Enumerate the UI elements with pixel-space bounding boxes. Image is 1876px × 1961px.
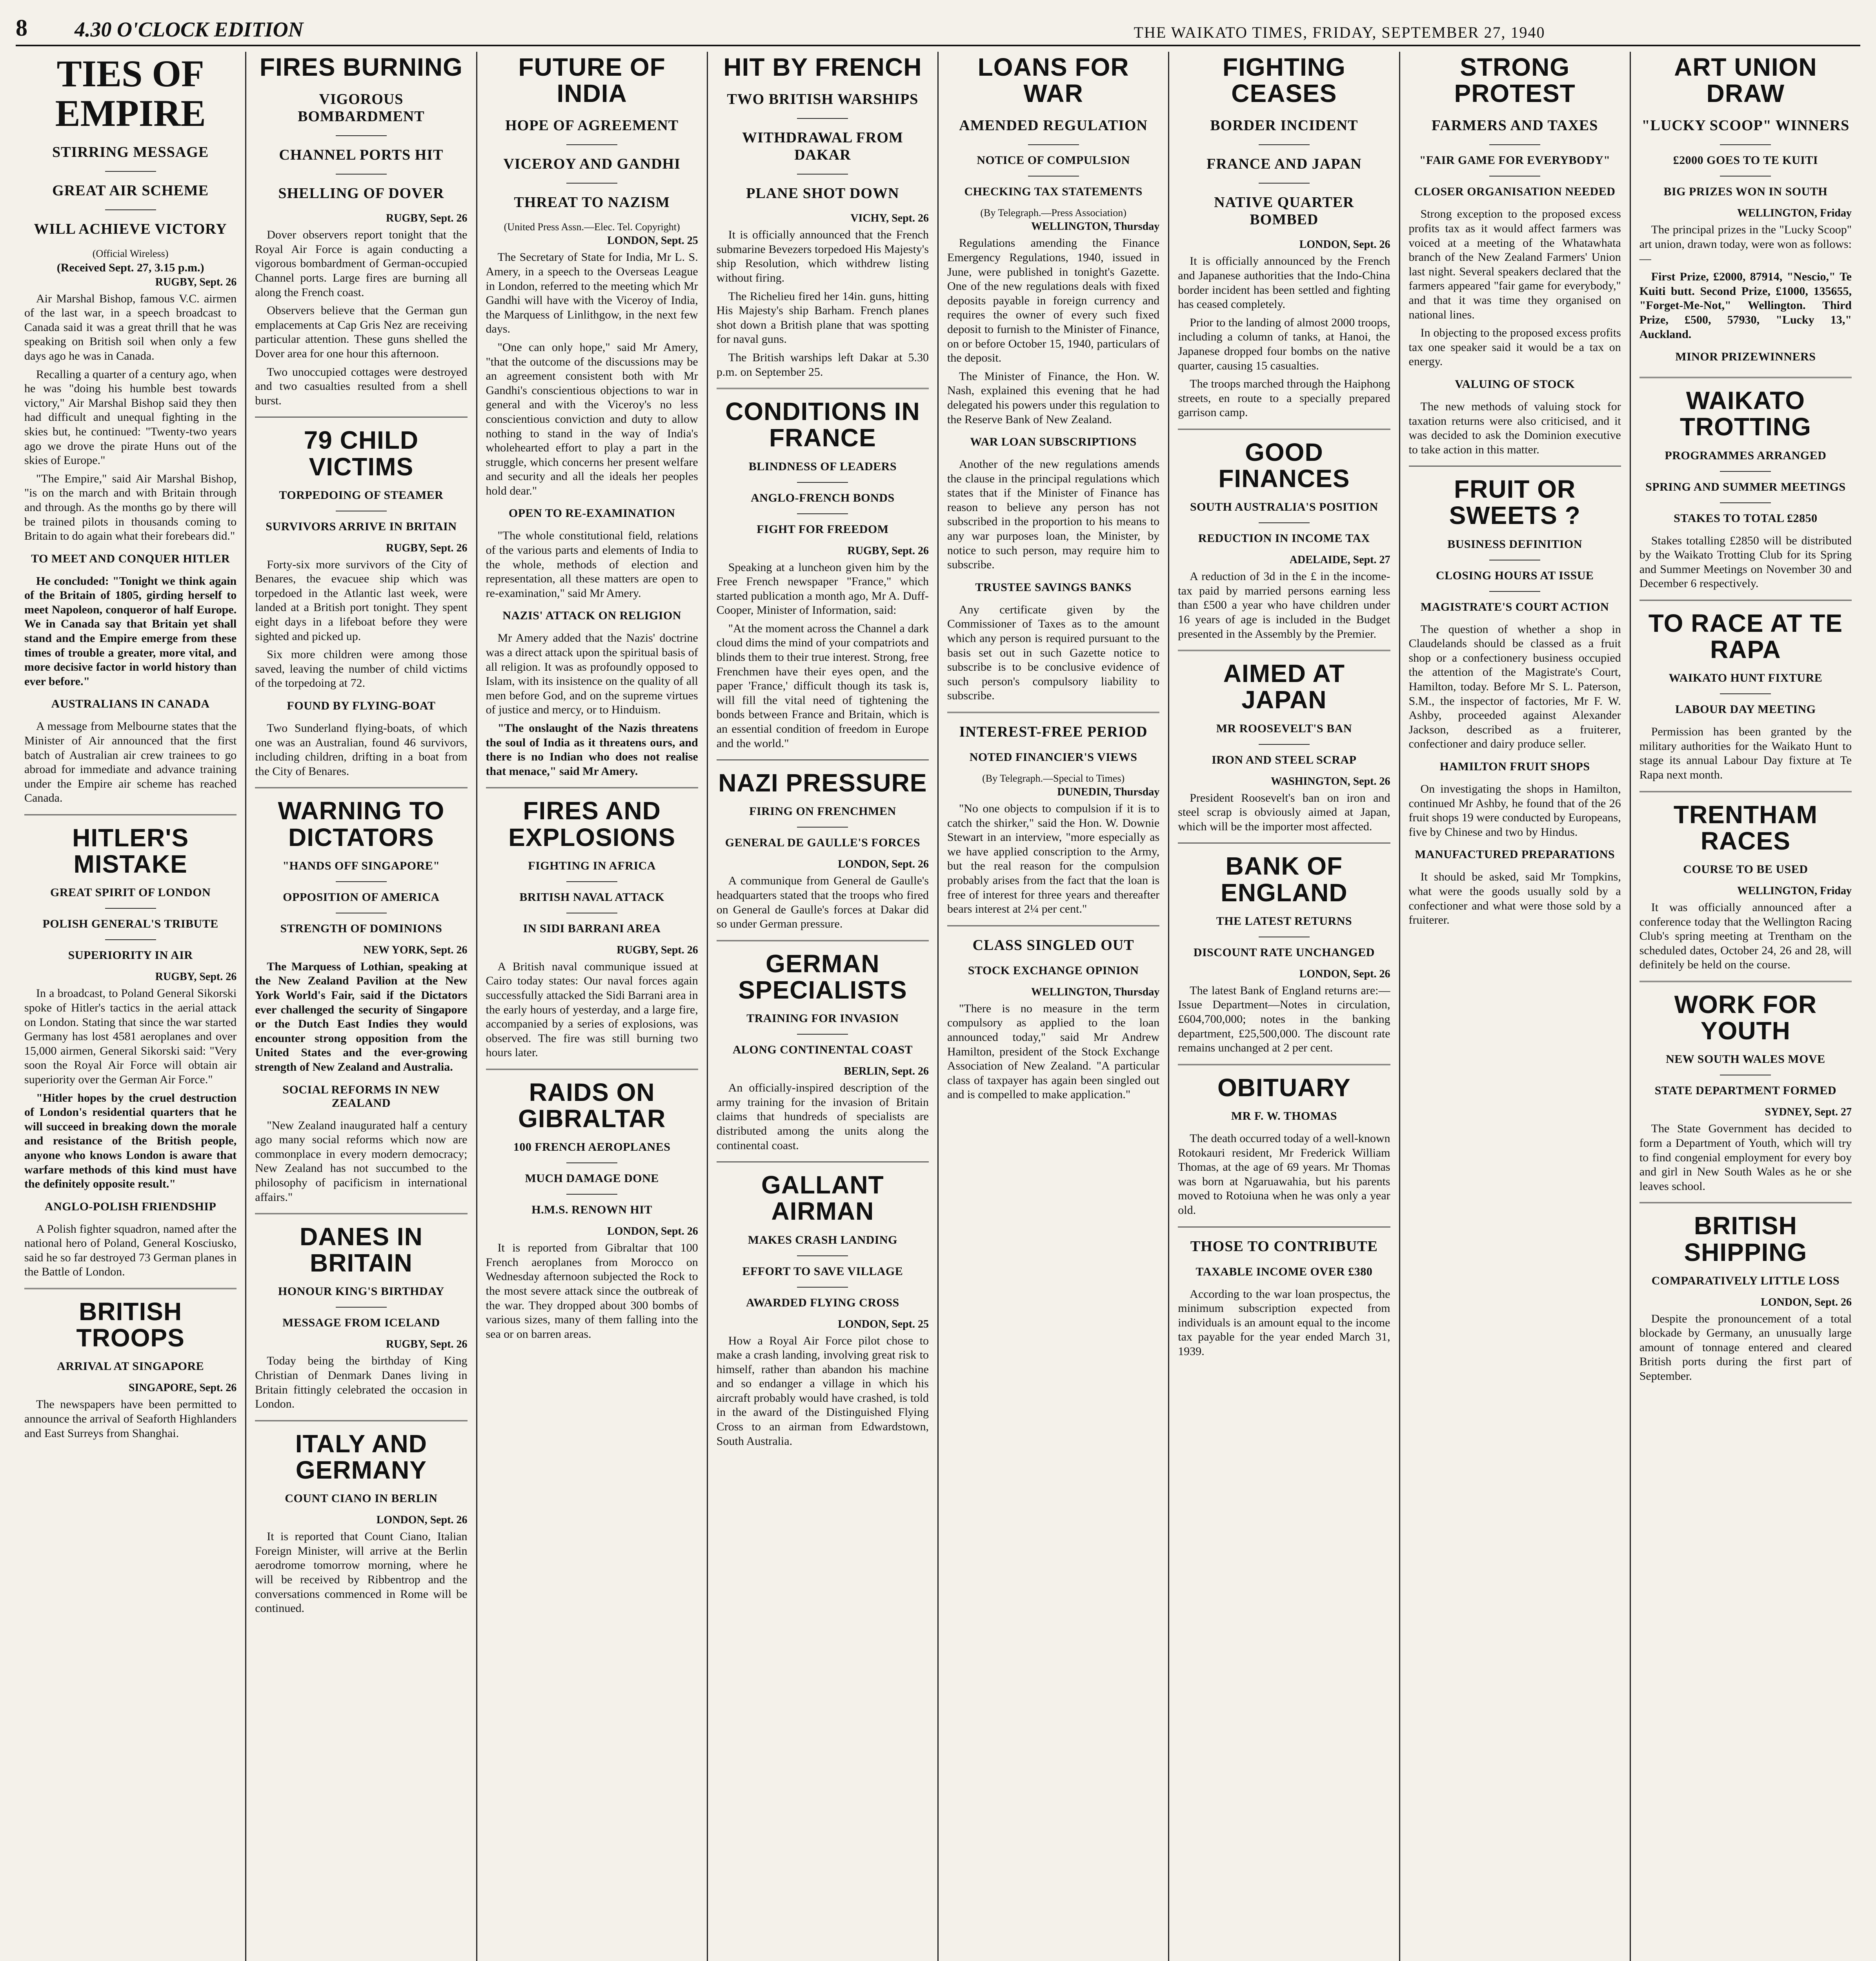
paragraph: It was officially announced after a conference today that the Wellington Racing Club's spring meeting at Trentham on the scheduled dates, October 24, 26 and 28, will definitely be held on the course. [1639, 901, 1852, 971]
deck: SOUTH AUSTRALIA'S POSITION [1190, 500, 1378, 514]
deck: AMENDED REGULATION [959, 117, 1148, 134]
deck: WITHDRAWAL FROM DAKAR [742, 129, 903, 164]
deck: COUNT CIANO IN BERLIN [285, 1492, 438, 1505]
column-6 [1169, 52, 1400, 1961]
deck: GREAT AIR SCHEME [52, 182, 209, 199]
paragraph: "There is no measure in the term compulsory as applied to the loan announced today," said Mr Andrew Hamilton, president of the Stock Exchange Association of New Zealand. "A particular class of taxpayer has again been singled out and is compelled to make application." [947, 1002, 1160, 1101]
deck: MAGISTRATE'S COURT ACTION [1420, 600, 1609, 613]
deck: TAXABLE INCOME OVER £380 [1195, 1265, 1373, 1278]
deck: TORPEDOING OF STEAMER [279, 488, 444, 502]
paragraph: It is reported that Count Ciano, Italian Foreign Minister, will arrive at the Berlin aerodrome tomorrow morning, where he will be received by Ribbentrop and the conversations commenced in Rome will be continued. [255, 1530, 468, 1615]
deck: BIG PRIZES WON IN SOUTH [1663, 185, 1828, 198]
paragraph: A communique from General de Gaulle's headquarters stated that the troops who fired on General de Gaulle's forces at Dakar did so under German pressure. [716, 874, 929, 931]
deck: "LUCKY SCOOP" WINNERS [1641, 117, 1850, 134]
article-fires-burning [255, 54, 467, 418]
subheading: TRUSTEE SAVINGS BANKS [975, 580, 1132, 594]
dateline-place: NEW YORK, Sept. 26 [363, 944, 468, 956]
paragraph: The Secretary of State for India, Mr L. S. Amery, in a speech to the Overseas League in London, referred to the meeting which Mr Gandhi will have with the Viceroy of India, the Marquess of Linlithgow, in the next few days. [486, 251, 698, 336]
article-warning-to-dictators [255, 798, 467, 1214]
deck: MAKES CRASH LANDING [748, 1233, 897, 1246]
deck: PLANE SHOT DOWN [746, 185, 899, 202]
headline: BRITISH SHIPPING [1684, 1212, 1807, 1266]
headline: HITLER'S MISTAKE [72, 824, 189, 879]
page-number: 8 [16, 15, 27, 41]
paragraph: A Polish fighter squadron, named after the national hero of Poland, General Kosciusko, said he so far destroyed 73 German planes in the Battle of London. [24, 1222, 237, 1279]
headline: NAZI PRESSURE [718, 769, 927, 797]
deck: FARMERS AND TAXES [1431, 117, 1598, 134]
paragraph: A message from Melbourne states that the Minister of Air announced that the first batch of Australian air crew trainees to go abroad for immediate and advance training under the Empire air scheme has reached Canada. [24, 720, 237, 805]
deck: MUCH DAMAGE DONE [525, 1172, 659, 1185]
dateline-place: RUGBY, Sept. 26 [617, 944, 698, 956]
dateline-place: WELLINGTON, Thursday [1031, 220, 1160, 233]
headline: FRUIT OR SWEETS ? [1449, 475, 1581, 530]
paragraph: The principal prizes in the "Lucky Scoop" art union, drawn today, were won as follows:— [1639, 223, 1852, 265]
deck: MESSAGE FROM ICELAND [282, 1316, 440, 1330]
headline: AIMED AT JAPAN [1223, 659, 1345, 714]
dateline-place: RUGBY, Sept. 26 [847, 544, 929, 557]
deck: STAKES TO TOTAL £2850 [1674, 511, 1818, 525]
deck: SURVIVORS ARRIVE IN BRITAIN [266, 520, 457, 533]
deck: BORDER INCIDENT [1210, 117, 1358, 134]
dateline-place: RUGBY, Sept. 26 [386, 542, 468, 554]
deck: HOPE OF AGREEMENT [505, 117, 679, 134]
paragraph: On investigating the shops in Hamilton, continued Mr Ashby, he found that of the 26 fruit shops 19 were conducted by Europeans, five by Chinese and two by Hindus. [1408, 782, 1621, 839]
subheading: AUSTRALIANS IN CANADA [51, 697, 210, 711]
paragraph: Mr Amery added that the Nazis' doctrine was a direct attack upon the spiritual basis of all religion. It was as profoundly opposed to Islam, with its insistence on the quality of all men before God, and on the supreme virtues of justice and mercy, or to Hinduism. [486, 631, 698, 717]
subheading: FOUND BY FLYING-BOAT [287, 699, 436, 713]
article-strong-protest [1409, 54, 1621, 467]
paragraph: The British warships left Dakar at 5.30 p.m. on September 25. [716, 351, 929, 378]
paragraph: "New Zealand inaugurated half a century ago many social reforms which now are commonplace in every modern democracy; New Zealand has not succumbed to the philosophy of pacificism in international affairs." [255, 1119, 468, 1204]
deck: WAIKATO HUNT FIXTURE [1669, 671, 1823, 685]
deck: SHELLING OF DOVER [278, 185, 444, 202]
paragraph: A British naval communique issued at Cairo today states: Our naval forces again successfully attacked the Sidi Barrani area in the early hours of yesterday, and a large fire, accompanied by a series of explosions, was observed. The fire was still burning two hours later. [486, 960, 698, 1059]
article-gallant-airman [717, 1172, 929, 1457]
deck: "FAIR GAME FOR EVERYBODY" [1419, 154, 1610, 167]
deck: IN SIDI BARRANI AREA [523, 922, 661, 935]
article-bank-of-england [1178, 853, 1390, 1065]
subheading: HAMILTON FRUIT SHOPS [1439, 760, 1590, 773]
dateline-place: LONDON, Sept. 26 [838, 858, 929, 871]
paragraph: Stakes totalling £2850 will be distributed by the Waikato Trotting Club for its Spring and Summer Meetings on November 30 and December 6 respectively. [1639, 534, 1852, 590]
dateline-place: WELLINGTON, Friday [1737, 885, 1852, 897]
article-waikato-trotting [1639, 387, 1852, 601]
headline: BRITISH TROOPS [76, 1297, 185, 1352]
deck: VICEROY AND GANDHI [503, 156, 681, 173]
deck: AWARDED FLYING CROSS [746, 1296, 899, 1309]
article-ties-of-empire [24, 54, 237, 815]
subheading: OPEN TO RE-EXAMINATION [508, 507, 675, 520]
article-class-singled-out [947, 937, 1159, 1111]
paragraph: "At the moment across the Channel a dark cloud dims the mind of your compatriots and blinds them to their true interest. Strong, free Frenchmen have their eyes open, and the paper 'France,' difficult though its task is, will fill the vital need of tightening the bonds between France and Britain, which is an essential condition of freedom in Europe and the world." [716, 622, 929, 750]
headline: WORK FOR YOUTH [1674, 990, 1817, 1045]
deck: STOCK EXCHANGE OPINION [968, 964, 1139, 977]
article-fires-and-explosions [486, 798, 698, 1070]
dateline-place: LONDON, Sept. 26 [1761, 1296, 1852, 1308]
paragraph: According to the war loan prospectus, the minimum subscription expected from individuals is an amount equal to the income tax payable for the year ended March 31, 1939. [1178, 1287, 1390, 1358]
headline: FIRES AND EXPLOSIONS [508, 797, 676, 851]
paragraph: Today being the birthday of King Christian of Denmark Danes living in Britain fittingly celebrated the occasion in London. [255, 1354, 468, 1411]
column-7 [1400, 52, 1631, 1961]
paragraph: It is officially announced by the French and Japanese authorities that the Indo-China border incident has been settled and fighting has ceased completely. [1178, 255, 1390, 311]
deck: COMPARATIVELY LITTLE LOSS [1651, 1274, 1840, 1287]
headline: ART UNION DRAW [1674, 53, 1817, 108]
headline: RAIDS ON GIBRALTAR [518, 1078, 666, 1133]
paragraph: It is reported from Gibraltar that 100 French aeroplanes from Morocco on Wednesday afternoon subjected the Rock to the most severe attack since the outbreak of the war. They dropped about 300 bombs of various sizes, many of them falling into the sea or on barren areas. [486, 1241, 698, 1341]
dateline-place: WELLINGTON, Friday [1737, 207, 1852, 220]
paragraph: The troops marched through the Haiphong streets, en route to a specially prepared garrison camp. [1178, 377, 1390, 419]
edition-label: 4.30 O'CLOCK EDITION [75, 18, 304, 41]
paragraph: Despite the pronouncement of a total blockade by Germany, an unusually large amount of tonnage entered and cleared British ports during the first part of September. [1639, 1312, 1852, 1383]
deck: FIGHTING IN AFRICA [528, 859, 656, 872]
deck: STIRRING MESSAGE [52, 144, 209, 160]
paragraph: Permission has been granted by the military authorities for the Waikato Hunt to stage its annual Labour Day fixture at Te Rapa next month. [1639, 725, 1852, 782]
deck: NOTED FINANCIER'S VIEWS [969, 751, 1137, 764]
deck: NATIVE QUARTER BOMBED [1214, 194, 1354, 228]
paragraph: Two unoccupied cottages were destroyed and two casualties resulted from a shell burst. [255, 365, 468, 407]
deck: ARRIVAL AT SINGAPORE [57, 1360, 204, 1373]
deck: TWO BRITISH WARSHIPS [727, 91, 919, 108]
paragraph: Regulations amending the Finance Emergency Regulations, 1940, issued in June, were published in tonight's Gazette. One of the new regulations deals with fixed deposits payable in foreign currency and requires the owner of every such fixed deposit to furnish to the Minister of Finance, on or before October 15, 1940, particulars of the deposit. [947, 236, 1160, 365]
headline: FUTURE OF INDIA [518, 53, 666, 108]
headline: FIGHTING CEASES [1223, 53, 1346, 108]
headline: THOSE TO CONTRIBUTE [1190, 1238, 1378, 1255]
deck: OPPOSITION OF AMERICA [283, 890, 440, 904]
deck: FIGHT FOR FREEDOM [757, 522, 889, 536]
deck: COURSE TO BE USED [1683, 863, 1808, 876]
column-3 [477, 52, 708, 1961]
deck: ANGLO-FRENCH BONDS [751, 491, 895, 504]
headline: CONDITIONS IN FRANCE [725, 397, 920, 452]
article-hit-by-french [717, 54, 929, 389]
deck: 100 FRENCH AEROPLANES [513, 1141, 671, 1154]
paragraph: In a broadcast, to Poland General Sikorski spoke of Hitler's tactics in the aerial attack on London. Stating that since the war started Germany has lost 4581 aeroplanes and over 15,000 airmen, General Sikorski said: "Very soon the Royal Air Force will obtain air superiority over the German Air Force." [24, 987, 237, 1086]
paragraph: The Richelieu fired her 14in. guns, hitting His Majesty's ship Barham. French planes shot down a British plane that was spotting for naval guns. [716, 289, 929, 346]
headline: STRONG PROTEST [1454, 53, 1576, 108]
paragraph: Any certificate given by the Commissioner of Taxes as to the amount which any person is required pursuant to the basis set out in such Gazette notice to subscribe is to be conclusive evidence of such person's compulsory liability to subscribe. [947, 603, 1160, 702]
article-interest-free-period [947, 723, 1159, 926]
paragraph: "The whole constitutional field, relations of the various parts and elements of India to the whole, methods of election and representation, all these matters are open to re-examination," said Mr Amery. [486, 529, 698, 600]
wire-credit: (By Telegraph.—Press Association) [980, 207, 1126, 219]
column-2 [246, 52, 477, 1961]
article-obituary [1178, 1075, 1390, 1228]
deck: FIRING ON FRENCHMEN [749, 805, 896, 818]
article-those-to-contribute [1178, 1238, 1390, 1368]
dateline-place: RUGBY, Sept. 26 [155, 276, 237, 288]
headline: LOANS FOR WAR [977, 53, 1129, 108]
article-german-specialists [717, 951, 929, 1162]
paragraph: It is officially announced that the French submarine Bevezers torpedoed His Majesty's ship Resolution, which withdrew listing without firing. [716, 228, 929, 284]
article-fruit-or-sweets [1409, 476, 1621, 936]
column-8 [1631, 52, 1860, 1961]
paragraph: The Minister of Finance, the Hon. W. Nash, explained this evening that he had delegated his powers under this regulation to the Reserve Bank of New Zealand. [947, 369, 1160, 426]
paragraph: "No one objects to compulsion if it is to catch the shirker," said the Hon. W. Downie Stewart in an interview, "more especially as we have applied conscription to the Army, but the real reason for the compulsion probably arises from the fact that the loan is free of interest for three years and thereafter bears interest at 2¼ per cent." [947, 802, 1160, 916]
paragraph: "The Empire," said Air Marshal Bishop, "is on the march and with Britain through and through. As the months go by there will be trained pilots in thousands coming to Britain to do again what their forebears did." [24, 472, 237, 543]
dateline-place: LONDON, Sept. 25 [838, 1318, 929, 1330]
masthead [16, 14, 1860, 46]
paragraph: The latest Bank of England returns are:— Issue Department—Notes in circulation, £604,700,000; notes in the banking department, £25,500,000. The discount rate remains unchanged at 2 per cent. [1178, 984, 1390, 1055]
dateline-place: LONDON, Sept. 26 [607, 1225, 698, 1238]
wire-credit: (Official Wireless) [92, 247, 169, 259]
dateline-place: BERLIN, Sept. 26 [844, 1065, 929, 1078]
dateline-place: WASHINGTON, Sept. 26 [1271, 775, 1390, 788]
paragraph: Forty-six more survivors of the City of Benares, the evacuee ship which was torpedoed in the Atlantic last week, were landed at a British port tonight. They spent eight days in a lifeboat before they were sighted and picked up. [255, 558, 468, 643]
headline: TO RACE AT TE RAPA [1648, 609, 1843, 664]
paragraph: Air Marshal Bishop, famous V.C. airmen of the last war, in a speech broadcast to Canada said it was a great thrill that he was speaking on British soil when only a few days ago he was in Canada. [24, 292, 237, 362]
headline: FIRES BURNING [259, 53, 463, 81]
deck: £2000 GOES TO TE KUITI [1673, 154, 1818, 167]
paragraph: "The onslaught of the Nazis threatens the soul of India as it threatens ours, and there is no Indian who does not realise that menace," said Mr Amery. [486, 722, 698, 778]
paragraph: The State Government has decided to form a Department of Youth, which will try to find congenial employment for every boy and girl in New South Wales as he or she leaves school. [1639, 1122, 1852, 1193]
article-aimed-at-japan [1178, 660, 1390, 844]
columns [16, 52, 1860, 1961]
article-nazi-pressure [717, 770, 929, 941]
dateline-place: LONDON, Sept. 25 [607, 235, 698, 247]
wire-credit: (United Press Assn.—Elec. Tel. Copyright) [504, 221, 680, 233]
headline: GALLANT AIRMAN [761, 1171, 884, 1226]
deck: WILL ACHIEVE VICTORY [34, 220, 227, 237]
dateline-place: LONDON, Sept. 26 [1299, 238, 1390, 251]
subheading: NAZIS' ATTACK ON RELIGION [502, 609, 681, 622]
headline: INTEREST-FREE PERIOD [959, 724, 1148, 740]
paragraph: In objecting to the proposed excess profits tax one speaker said it would be a tax on energy. [1408, 326, 1621, 368]
headline: OBITUARY [1217, 1073, 1351, 1102]
deck: STATE DEPARTMENT FORMED [1654, 1084, 1836, 1097]
article-child-victims [255, 427, 467, 788]
deck: HONOUR KING'S BIRTHDAY [278, 1285, 444, 1298]
column-1 [16, 52, 246, 1961]
paragraph: It should be asked, said Mr Tompkins, what were the goods usually sold by a confectioner and what were those sold by a fruiterer. [1408, 870, 1621, 927]
article-work-for-youth [1639, 991, 1852, 1203]
paragraph: The question of whether a shop in Claudelands should be classed as a fruit shop or a confectionery business occupied the attention of the Magistrate's Court, Hamilton, today. Before Mr S. L. Paterson, S.M., the inspector of factories, Mr F. W. Ashby, proceeded against Alexander Jackson, described as a fruiterer, confectioner and dairy produce seller. [1408, 622, 1621, 751]
paragraph: The death occurred today of a well-known Rotokauri resident, Mr Frederick William Thomas, at the age of 69 years. Mr Thomas was born at Ngaruawahia, but his parents moved to Rotoiuna when he was only a year old. [1178, 1131, 1390, 1217]
deck: MR ROOSEVELT'S BAN [1216, 722, 1352, 735]
paragraph: How a Royal Air Force pilot chose to make a crash landing, involving great risk to himself, rather than abandon his machine and so endanger a village in which his aircraft probably would have crashed, is told in the award of the Distinguished Flying Cross to an airman from Edwardstown, South Australia. [716, 1334, 929, 1448]
article-british-shipping [1639, 1213, 1852, 1392]
paragraph: Observers believe that the German gun emplacements at Cap Gris Nez are receiving particular attention. These guns shelled the Dover area for one hour this afternoon. [255, 304, 468, 360]
article-british-troops [24, 1299, 237, 1449]
article-art-union-draw [1639, 54, 1852, 378]
dateline-place: LONDON, Sept. 26 [376, 1514, 468, 1526]
headline: WAIKATO TROTTING [1679, 386, 1811, 441]
article-to-race-at-te-rapa [1639, 610, 1852, 792]
deck: GENERAL DE GAULLE'S FORCES [725, 836, 921, 850]
headline: GOOD FINANCES [1218, 438, 1350, 493]
subheading: VALUING OF STOCK [1455, 377, 1575, 391]
article-good-finances [1178, 439, 1390, 651]
deck: PROGRAMMES ARRANGED [1665, 449, 1827, 462]
dateline-place: LONDON, Sept. 26 [1299, 968, 1390, 980]
deck: BLINDNESS OF LEADERS [748, 460, 897, 473]
deck: STRENGTH OF DOMINIONS [280, 922, 442, 935]
wire-credit: (By Telegraph.—Special to Times) [982, 773, 1125, 784]
dateline-place: RUGBY, Sept. 26 [155, 971, 237, 983]
deck: TRAINING FOR INVASION [746, 1012, 899, 1025]
deck: SUPERIORITY IN AIR [68, 949, 193, 962]
deck: CLOSER ORGANISATION NEEDED [1414, 185, 1616, 198]
paragraph: Strong exception to the proposed excess profits tax as it would affect farmers was voiced at a meeting of the Whatawhata branch of the New Zealand Farmers' Union last night. Several speakers declared that the farmers appeared "fair game for everybody," and that it was time they organised on national lines. [1408, 207, 1621, 321]
article-italy-and-germany [255, 1431, 467, 1624]
deck: IRON AND STEEL SCRAP [1212, 753, 1357, 766]
paragraph: Another of the new regulations amends the clause in the principal regulations which states that if the Minister of Finance has reason to believe any person has not subscribed in the proportion to his means to any war purposes loan, the Minister, by notice to such person, may require him to subscribe. [947, 458, 1160, 571]
paragraph: A reduction of 3d in the £ in the income-tax paid by married persons earning less than £500 a year who have children under 16 years of age is included in the Budget presented in the Assembly by the Premier. [1178, 570, 1390, 640]
deck: CLOSING HOURS AT ISSUE [1436, 569, 1594, 582]
dateline-place: DUNEDIN, Thursday [1057, 786, 1160, 798]
deck: FRANCE AND JAPAN [1206, 156, 1362, 173]
headline: CLASS SINGLED OUT [972, 937, 1134, 953]
deck: THE LATEST RETURNS [1216, 914, 1352, 928]
article-hitlers-mistake [24, 825, 237, 1289]
deck: NEW SOUTH WALES MOVE [1666, 1053, 1825, 1066]
headline: BANK OF ENGLAND [1221, 852, 1348, 907]
headline: HIT BY FRENCH [723, 53, 922, 81]
subheading: MANUFACTURED PREPARATIONS [1415, 848, 1615, 861]
subheading: TO MEET AND CONQUER HITLER [31, 552, 230, 565]
deck: SPRING AND SUMMER MEETINGS [1645, 480, 1846, 493]
paragraph: First Prize, £2000, 87914, "Nescio," Te Kuiti butt. Second Prize, £1000, 135655, "Forget-Me-Not," Wellington. Third Prize, £500, 57930, "Lucky 13," Auckland. [1639, 270, 1852, 341]
dateline-place: VICHY, Sept. 26 [850, 212, 929, 225]
deck: EFFORT TO SAVE VILLAGE [742, 1264, 903, 1278]
dateline-place: WELLINGTON, Thursday [1031, 986, 1160, 998]
paragraph: Dover observers report tonight that the Royal Air Force is again conducting a vigorous bombardment of German-occupied Channel ports. Large fires are burning all along the French coast. [255, 228, 468, 299]
dateline-place: RUGBY, Sept. 26 [386, 1338, 468, 1351]
paragraph: Recalling a quarter of a century ago, when he was "doing his humble best towards victory," Air Marshal Bishop said they then had difficult and unequal fighting in the skies but, he continued: "Twenty-two years ago we drove the pirate Huns out of the skies of Europe." [24, 367, 237, 467]
article-conditions-in-france [717, 398, 929, 760]
article-trentham-races [1639, 802, 1852, 982]
paragraph: He concluded: "Tonight we think again of the Britain of 1805, girding herself to meet Napoleon, conqueror of half Europe. We in Canada say that Britain yet shall stand and the Empire emerge from these times of trouble a greater, more vital, and more decisive factor in world history than ever before." [24, 574, 237, 688]
headline: DANES IN BRITAIN [299, 1222, 423, 1277]
deck: REDUCTION IN INCOME TAX [1198, 532, 1370, 545]
deck: CHANNEL PORTS HIT [279, 147, 444, 164]
deck: LABOUR DAY MEETING [1675, 703, 1816, 716]
article-future-of-india [486, 54, 698, 788]
headline: ITALY AND GERMANY [295, 1429, 427, 1484]
dateline-place: SYDNEY, Sept. 27 [1765, 1106, 1852, 1119]
deck: DISCOUNT RATE UNCHANGED [1193, 946, 1375, 959]
column-5 [939, 52, 1169, 1961]
deck: ALONG CONTINENTAL COAST [732, 1043, 913, 1057]
headline: TIES OF EMPIRE [55, 53, 206, 134]
article-danes-in-britain [255, 1224, 467, 1421]
headline: 79 CHILD VICTIMS [304, 426, 419, 481]
subheading: MINOR PRIZEWINNERS [1675, 350, 1816, 364]
paragraph: Two Sunderland flying-boats, of which one was an Australian, found 46 survivors, including children, drifting in a boat from the City of Benares. [255, 722, 468, 778]
headline: GERMAN SPECIALISTS [738, 949, 907, 1004]
subheading: ANGLO-POLISH FRIENDSHIP [44, 1200, 217, 1213]
deck: THREAT TO NAZISM [514, 194, 670, 211]
headline: WARNING TO DICTATORS [278, 797, 445, 851]
subheading: SOCIAL REFORMS IN NEW ZEALAND [282, 1083, 440, 1110]
dateline-place: SINGAPORE, Sept. 26 [128, 1382, 237, 1394]
paragraph: The newspapers have been permitted to announce the arrival of Seaforth Highlanders and East Surreys from Shanghai. [24, 1398, 237, 1440]
deck: CHECKING TAX STATEMENTS [964, 185, 1143, 198]
subheading: WAR LOAN SUBSCRIPTIONS [970, 435, 1137, 449]
article-fighting-ceases [1178, 54, 1390, 430]
deck: MR F. W. THOMAS [1231, 1109, 1337, 1122]
dateline-place: RUGBY, Sept. 26 [386, 212, 468, 225]
received-line: (Received Sept. 27, 3.15 p.m.) [56, 261, 204, 274]
headline: TRENTHAM RACES [1673, 800, 1818, 855]
article-raids-on-gibraltar [486, 1079, 698, 1350]
dateline-place: ADELAIDE, Sept. 27 [1289, 554, 1390, 566]
paragraph: "One can only hope," said Mr Amery, "that the outcome of the discussions may be an agreement consistent both with Mr Gandhi's conscientious objections to war in general and with the Viceroy's no less conscientious conviction and duty to allow nothing to stand in the way of India's wholehearted effort to play a part in the struggle, which concerns her present welfare and security and all the ideals her peoples hold dear." [486, 340, 698, 497]
deck: POLISH GENERAL'S TRIBUTE [42, 917, 218, 931]
paragraph: Six more children were among those saved, leaving the number of child victims of the torpedoing at 72. [255, 648, 468, 690]
paragraph: Speaking at a luncheon given him by the Free French newspaper "France," which started publication a month ago, Mr A. Duff-Cooper, Minister of Information, said: [716, 560, 929, 617]
article-loans-for-war [947, 54, 1159, 713]
paper-title-date: THE WAIKATO TIMES, FRIDAY, SEPTEMBER 27, 1940 [1134, 24, 1545, 41]
paragraph: President Roosevelt's ban on iron and steel scrap is obviously aimed at Japan, which will be the importer most affected. [1178, 791, 1390, 833]
deck: "HANDS OFF SINGAPORE" [282, 859, 440, 872]
paragraph: "Hitler hopes by the cruel destruction of London's residential quarters that he will succeed in breaking down the morale and resistance of the British people, anyone who knows London is aware that warfare methods of this kind must have the definitely opposite result." [24, 1091, 237, 1191]
deck: BRITISH NAVAL ATTACK [519, 890, 664, 904]
deck: VIGOROUS BOMBARDMENT [298, 91, 425, 125]
deck: NOTICE OF COMPULSION [977, 154, 1130, 167]
deck: BUSINESS DEFINITION [1447, 537, 1583, 551]
column-4 [708, 52, 939, 1961]
paragraph: The Marquess of Lothian, speaking at the New Zealand Pavilion at the New York World's Fair, said if the Dictators ever challenged the security of Singapore or the Dutch East Indies they would encounter strong opposition from the United States and the ever-growing strength of New Zealand and Australia. [255, 960, 468, 1073]
deck: GREAT SPIRIT OF LONDON [50, 886, 211, 899]
deck: H.M.S. RENOWN HIT [531, 1203, 652, 1217]
paragraph: Prior to the landing of almost 2000 troops, including a column of tanks, at Hanoi, the Japanese dropped four bombs on the native quarter, causing 15 casualties. [1178, 316, 1390, 372]
paragraph: An officially-inspired description of the army training for the invasion of Britain claims that hundreds of specialists are distributed among the units along the continental coast. [716, 1081, 929, 1152]
paragraph: The new methods of valuing stock for taxation returns were also criticised, and it was decided to ask the Dominion executive to take action in this matter. [1408, 400, 1621, 456]
